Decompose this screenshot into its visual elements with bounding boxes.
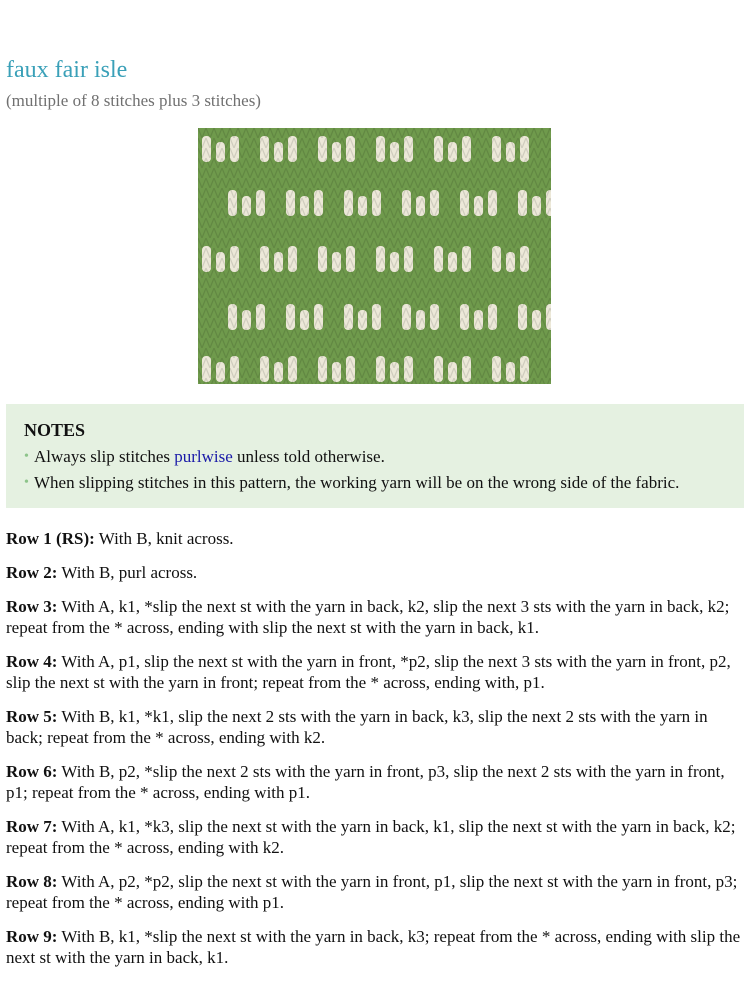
row-instruction xyxy=(6,926,746,968)
knitted-swatch-photo xyxy=(198,128,551,384)
row-label: Row 1 (RS): xyxy=(6,529,95,548)
row-label: Row 2: xyxy=(6,563,58,582)
swatch-knit-texture xyxy=(198,128,551,384)
notes-item-text: unless told otherwise. xyxy=(232,447,385,466)
notes-list xyxy=(24,444,726,496)
row-instruction xyxy=(6,596,746,638)
row-instruction xyxy=(6,871,746,913)
row-text: With A, k1, *slip the next st with the yarn in back, k2, slip the next 3 sts with the yarn in back, k2; repeat from the * across, ending with slip the next st with the yarn in back, k1. xyxy=(6,597,730,637)
row-text: With A, p1, slip the next st with the yarn in front, *p2, slip the next 3 sts with the yarn in front, p2, slip the next st with the yarn in front; repeat from the * across, ending with, p1. xyxy=(6,652,731,692)
notes-item xyxy=(24,470,726,496)
notes-item-text: When slipping stitches in this pattern, the working yarn will be on the wrong side of the fabric. xyxy=(34,473,680,492)
row-label: Row 5: xyxy=(6,707,58,726)
row-instruction xyxy=(6,816,746,858)
row-text: With A, p2, *p2, slip the next st with the yarn in front, p1, slip the next st with the yarn in front, p3; repeat from the * across, ending with p1. xyxy=(6,872,738,912)
row-instruction xyxy=(6,706,746,748)
row-instruction xyxy=(6,528,746,549)
row-text: With B, k1, *k1, slip the next 2 sts with the yarn in back, k3, slip the next 2 sts with the yarn in back; repeat from the * across, ending with k2. xyxy=(6,707,708,747)
row-instruction xyxy=(6,562,746,583)
row-label: Row 3: xyxy=(6,597,58,616)
bullet-icon: • xyxy=(24,475,29,490)
row-text: With B, knit across. xyxy=(94,529,234,548)
purlwise-link[interactable]: purlwise xyxy=(174,447,233,466)
notes-box xyxy=(6,404,744,508)
notes-item xyxy=(24,444,726,470)
bullet-icon: • xyxy=(24,449,29,464)
row-text: With B, purl across. xyxy=(57,563,198,582)
notes-heading: NOTES xyxy=(24,420,86,440)
notes-item-text: Always slip stitches xyxy=(34,447,175,466)
stitch-multiple-subtitle: (multiple of 8 stitches plus 3 stitches) xyxy=(6,91,261,110)
row-label: Row 6: xyxy=(6,762,58,781)
row-label: Row 8: xyxy=(6,872,58,891)
row-label: Row 7: xyxy=(6,817,58,836)
row-label: Row 4: xyxy=(6,652,58,671)
row-instruction xyxy=(6,761,746,803)
row-text: With B, p2, *slip the next 2 sts with the yarn in front, p3, slip the next 2 sts with the yarn in front, p1; repeat from the * across, ending with p1. xyxy=(6,762,725,802)
row-instruction xyxy=(6,651,746,693)
row-text: With A, k1, *k3, slip the next st with the yarn in back, k1, slip the next st with the yarn in back, k2; repeat from the * across, ending with k2. xyxy=(6,817,736,857)
row-label: Row 9: xyxy=(6,927,58,946)
row-instructions xyxy=(6,528,746,981)
row-text: With B, k1, *slip the next st with the yarn in back, k3; repeat from the * across, ending with slip the next st with the yarn in back, k1. xyxy=(6,927,741,967)
page-title: faux fair isle xyxy=(6,57,128,83)
